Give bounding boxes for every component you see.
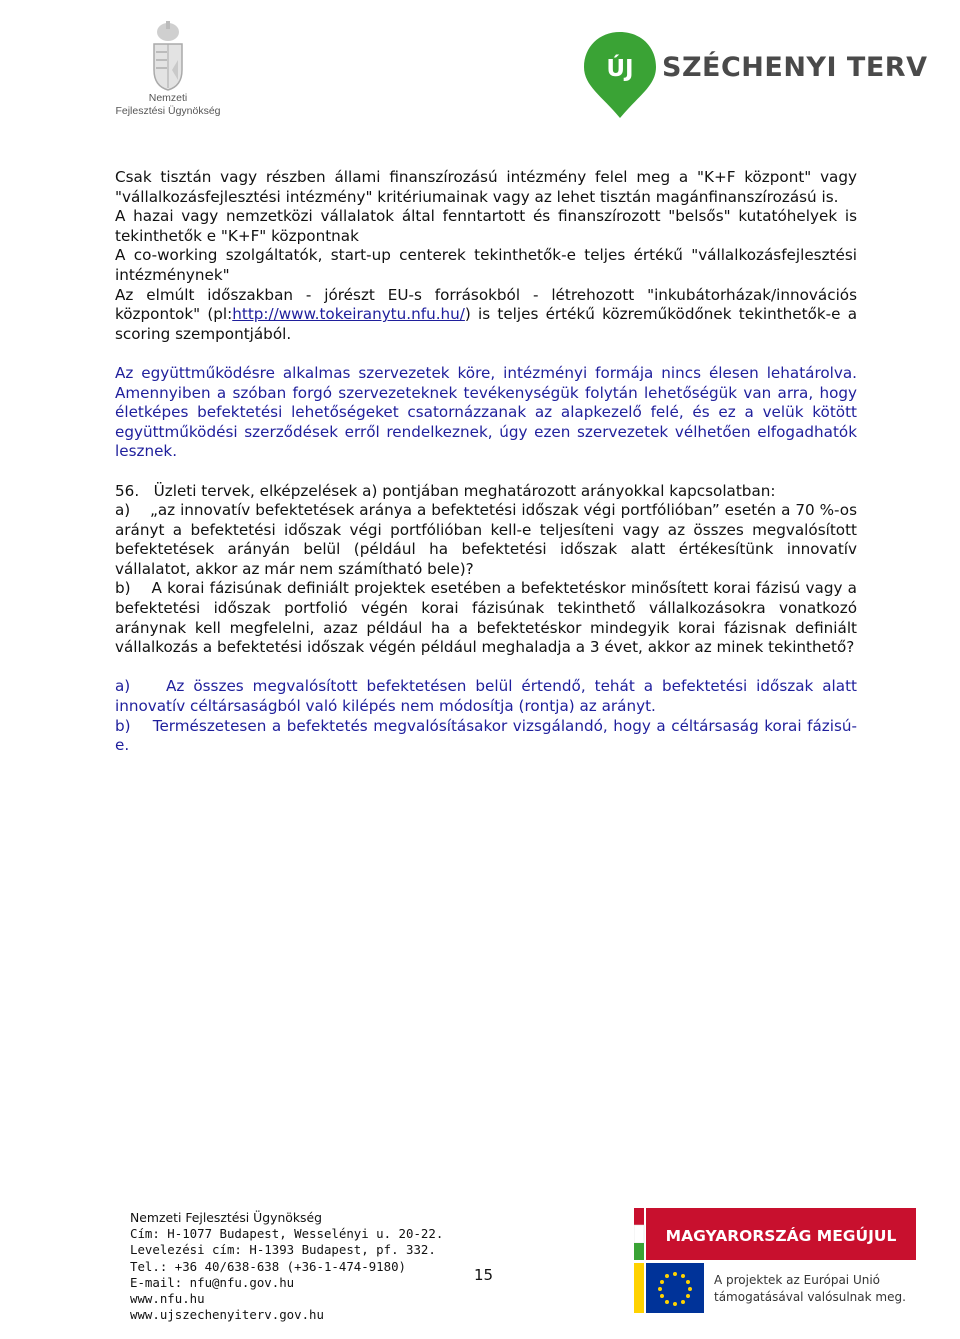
- footer-contact: [130, 1210, 443, 1323]
- answer-paragraph: Az együttműködésre alkalmas szervezetek köre, intézményi formája nincs élesen lehatárolva. Amennyiben a szóban forgó szervezeteknek tevékenységük folytán lehetőségük van arra, hogy életképes befektetési lehetőségeket csatornázzanak az alapkezelő felé, és ez a velük kötött együttműködési szerződések erről rendelkeznek, úgy ezen szervezetek vélhetően elfogadhatók lesznek.: [115, 363, 857, 461]
- agency-name-line1: Nemzeti: [148, 92, 188, 104]
- question-paragraph-2: A hazai vagy nemzetközi vállalatok által fenntartott és finanszírozott "belsős" kutatóhelyek is tekinthetők e "K+F" központnak: [115, 207, 857, 245]
- footer-email: E-mail: nfu@nfu.gov.hu: [130, 1274, 295, 1290]
- answer-56-a: a) Az összes megvalósított befektetésen belül értendő, tehát a befektetési időszak alatt innovatív céltársaságból való kilépés nem módosítja (rontja) az arányt.: [115, 677, 862, 716]
- eu-text-line1: A projektek az Európai Unió: [714, 1273, 881, 1287]
- question-text-after-link: ) is teljes értékű közreműködőnek tekinthetők-e a scoring szempontjából.: [115, 305, 858, 343]
- banner-text: MAGYARORSZÁG MEGÚJUL: [665, 1227, 897, 1245]
- hungarian-crest-icon: [148, 20, 188, 92]
- question-56-b: b) A korai fázisúnak definiált projektek esetében a befektetéskor minősített korai fázisú vagy a befektetési időszak portfolió végén korai fázisúnak tekinthető vállalkozásokra vonatkozó aránynak kell megfelelni, azaz például ha a befektetéskor mindegyik korai fázisnak definiált vállalkozás a befektetési időszak végén például meghaladja a 3 évet, akkor az minek tekinthető?: [115, 579, 862, 657]
- footer-postal-address: Levelezési cím: H-1393 Budapest, pf. 332.: [130, 1242, 436, 1258]
- page-number: 15: [474, 1266, 494, 1284]
- footer-phone: Tel.: +36 40/638-638 (+36-1-474-9180): [130, 1258, 407, 1274]
- footer-address: Cím: H-1077 Budapest, Wesselényi u. 20-22.: [130, 1226, 444, 1242]
- question-paragraph-4: [115, 286, 857, 345]
- question-paragraph-3: A co-working szolgáltatók, start-up centerek tekinthetők-e teljes értékű "vállalkozásfejlesztési intézménynek": [115, 246, 857, 284]
- question-56-a: a) „az innovatív befektetések aránya a befektetési időszak végi portfólióban” esetén a 70 %-os arányt a befektetési időszak végi portfólióban kell-e teljesíteni vagy az összes megvalósított befektetések arányán belül (például ha befektetési időszak alatt értékesítünk innovatív vállalatot, akkor az már nem számítható bele)?: [115, 501, 862, 578]
- agency-logo: [108, 20, 228, 118]
- question-56-heading: 56. Üzleti tervek, elképzelések a) pontjában meghatározott arányokkal kapcsolatban:: [115, 481, 776, 500]
- eu-support-banner: [634, 1263, 916, 1313]
- document-body: [115, 168, 862, 756]
- program-logo: [582, 30, 928, 120]
- footer-website-2: www.ujszechenyiterv.gov.hu: [130, 1307, 324, 1323]
- tokeiranytu-link[interactable]: http://www.tokeiranytu.nfu.hu/: [232, 305, 465, 324]
- pin-label: ÚJ: [606, 56, 634, 82]
- question-paragraph-1: Csak tisztán vagy részben állami finanszírozású intézmény felel meg a "K+F központ" vagy "vállalkozásfejlesztési intézmény" kritériumainak vagy az lehet tisztán magánfinanszírozású is.: [115, 168, 857, 206]
- program-name: SZÉCHENYI TERV: [662, 52, 928, 83]
- footer-website-1: www.nfu.hu: [130, 1291, 205, 1307]
- agency-name-line2: Fejlesztési Ügynökség: [115, 105, 221, 117]
- map-pin-icon: [582, 30, 658, 120]
- answer-56-b: b) Természetesen a befektetés megvalósításakor vizsgálandó, hogy a céltársaság korai fázisú-e.: [115, 716, 857, 755]
- question-text-before-link: Az elmúlt időszakban - jórészt EU-s forrásokból - létrehozott "inkubátorházak/innovációs központok" (pl:: [115, 285, 857, 324]
- magyarorszag-megujul-banner: [634, 1208, 916, 1260]
- footer-agency: Nemzeti Fejlesztési Ügynökség: [130, 1210, 323, 1225]
- eu-text-line2: támogatásával valósulnak meg.: [714, 1290, 906, 1304]
